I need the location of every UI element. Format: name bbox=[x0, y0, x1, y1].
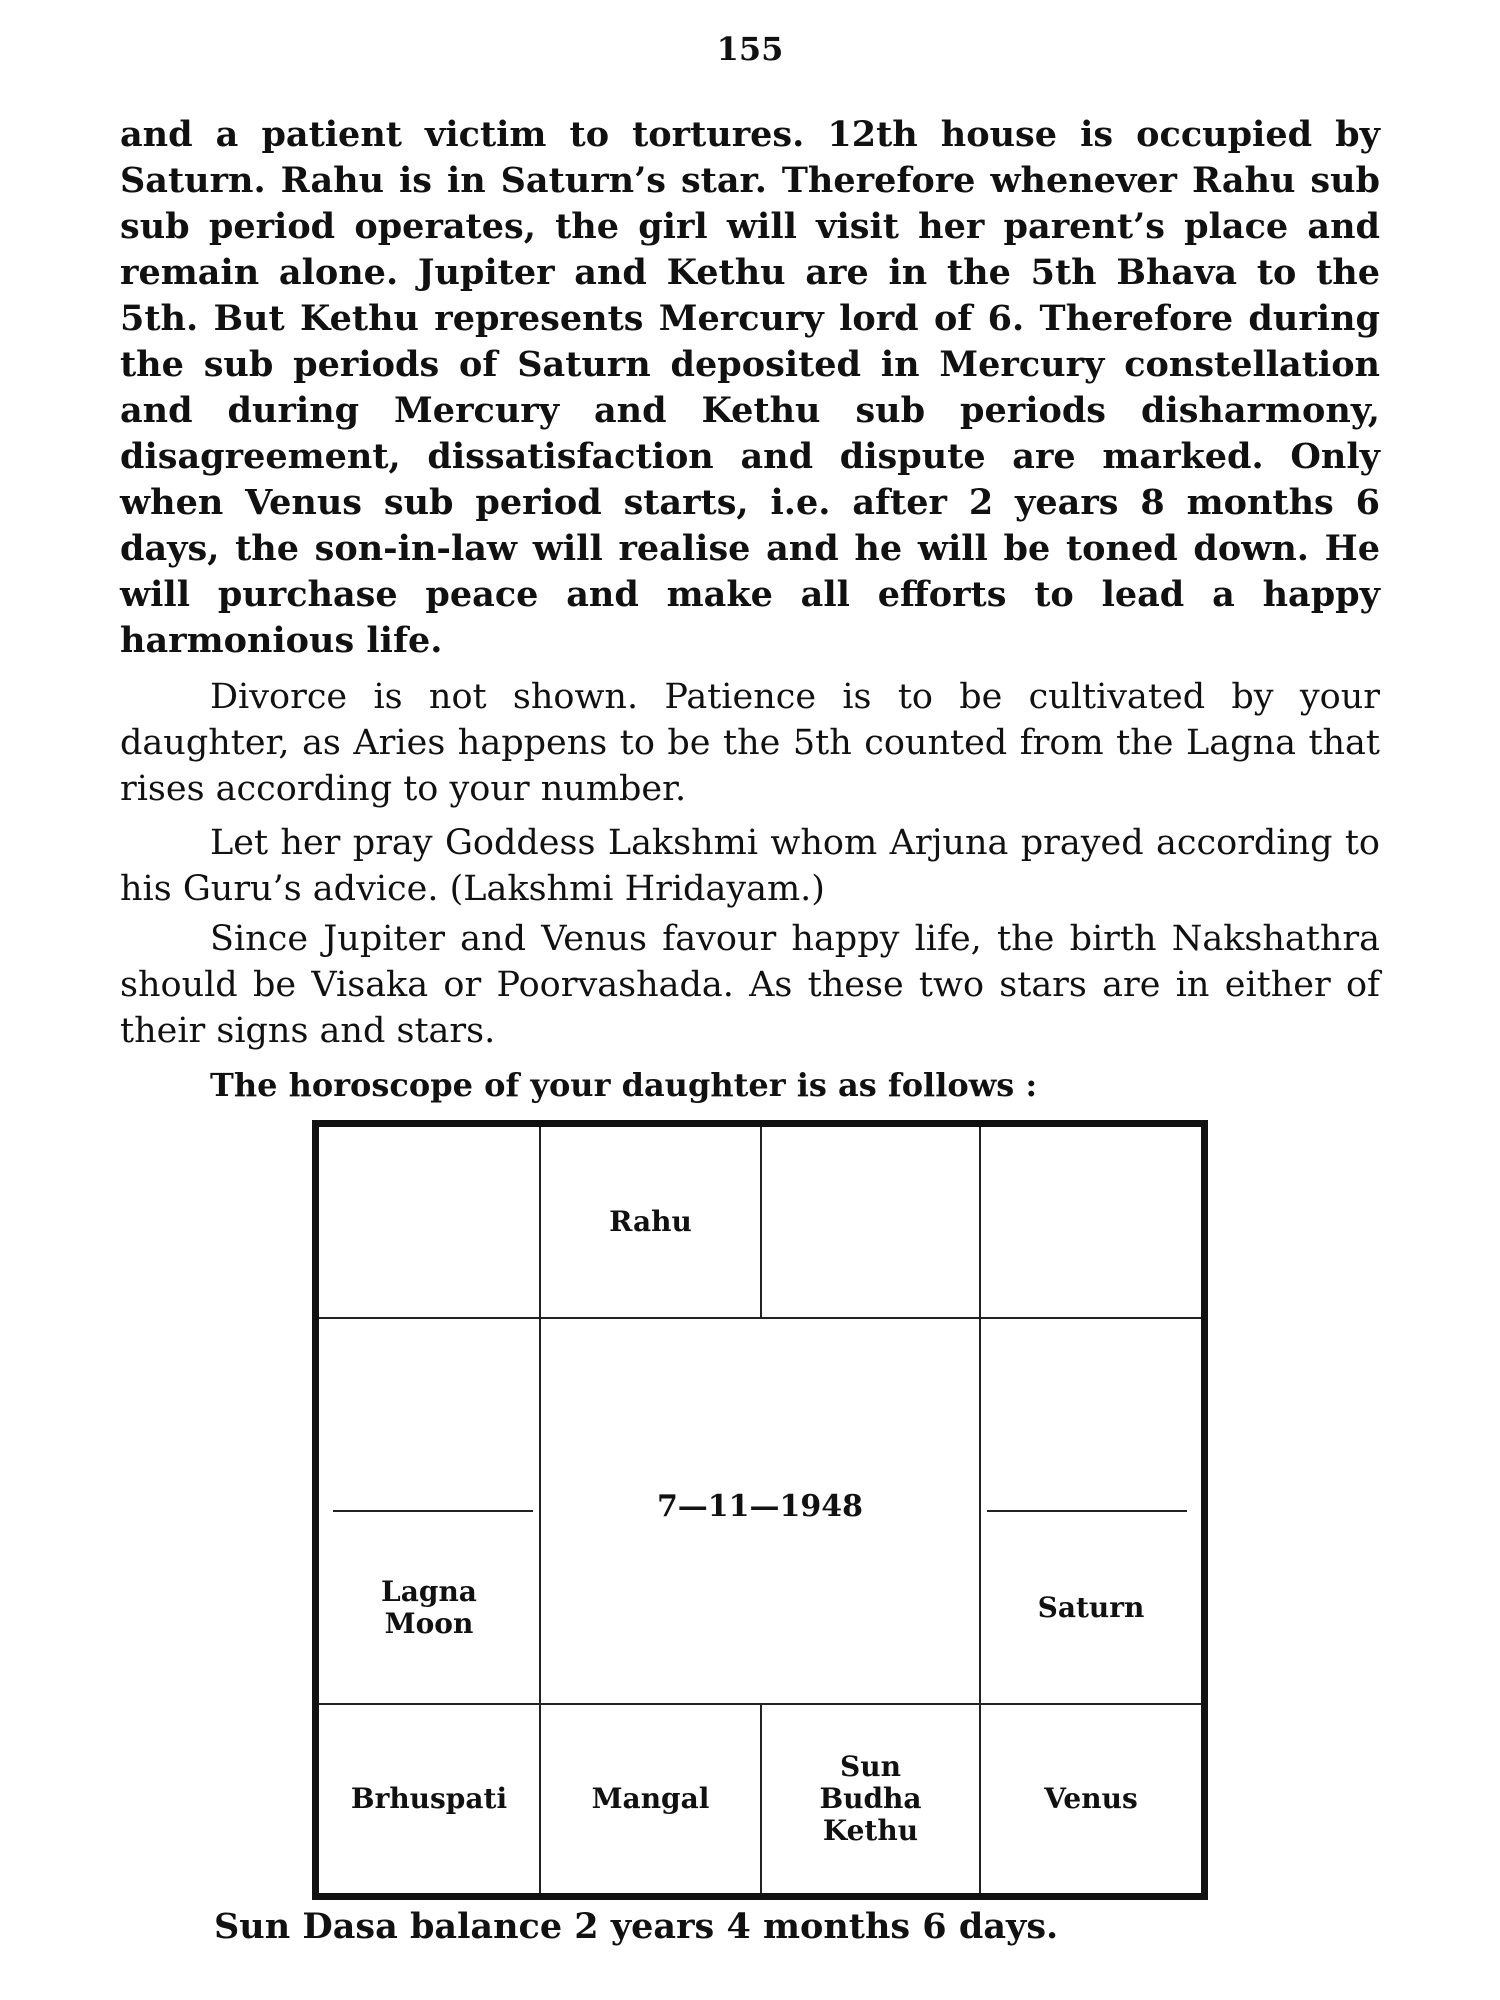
house-cell: Saturn bbox=[1037, 1590, 1145, 1624]
horoscope-chart bbox=[312, 1120, 1208, 1900]
house-cell: Mangal bbox=[591, 1782, 710, 1815]
paragraph-2: Divorce is not shown. Patience is to be cultivated by your daughter, as Aries happens to be the 5th counted from the Lagna that rises according to your number. bbox=[120, 677, 1380, 809]
house-cell: Rahu bbox=[609, 1205, 692, 1238]
chart-heading: The horoscope of your daughter is as follows : bbox=[210, 1066, 1038, 1104]
house-cell bbox=[319, 1127, 539, 1317]
birth-date: 7—11—1948 bbox=[656, 1489, 864, 1524]
paragraph-4: Since Jupiter and Venus favour happy life, the birth Nakshathra should be Visaka or Poorvashada. As these two stars are in either of their signs and stars. bbox=[120, 919, 1380, 1051]
house-cell: Venus bbox=[1044, 1782, 1138, 1815]
house-cell bbox=[762, 1127, 979, 1317]
house-cell: Brhuspati bbox=[350, 1782, 508, 1815]
house-cell: Sun Budha Kethu bbox=[819, 1750, 922, 1847]
house-cell: Lagna Moon bbox=[381, 1574, 477, 1640]
page-number: 155 bbox=[716, 30, 784, 68]
dasa-balance: Sun Dasa balance 2 years 4 months 6 days. bbox=[214, 1906, 1059, 1947]
house-cell bbox=[981, 1127, 1201, 1317]
house-cell bbox=[981, 1319, 1201, 1510]
paragraph-3: Let her pray Goddess Lakshmi whom Arjuna prayed according to his Guru’s advice. (Lakshmi Hridayam.) bbox=[120, 823, 1380, 909]
house-cell bbox=[319, 1319, 539, 1510]
paragraph-1: and a patient victim to tortures. 12th house is occupied by Saturn. Rahu is in Saturn’s star. Therefore whenever Rahu sub sub period operates, the girl will visit her parent’s place and remain alone. Jupiter and Kethu are in the 5th Bhava to the 5th. But Kethu represents Mercury lord of 6. Therefore during the sub periods of Saturn deposited in Mercury constellation and during Mercury and Kethu sub periods disharmony, disagreement, dissatisfaction and dispute are marked. Only when Venus sub period starts, i.e. after 2 years 8 months 6 days, the son-in-law will realise and he will be toned down. He will purchase peace and make all efforts to lead a happy harmonious life. bbox=[120, 114, 1380, 661]
